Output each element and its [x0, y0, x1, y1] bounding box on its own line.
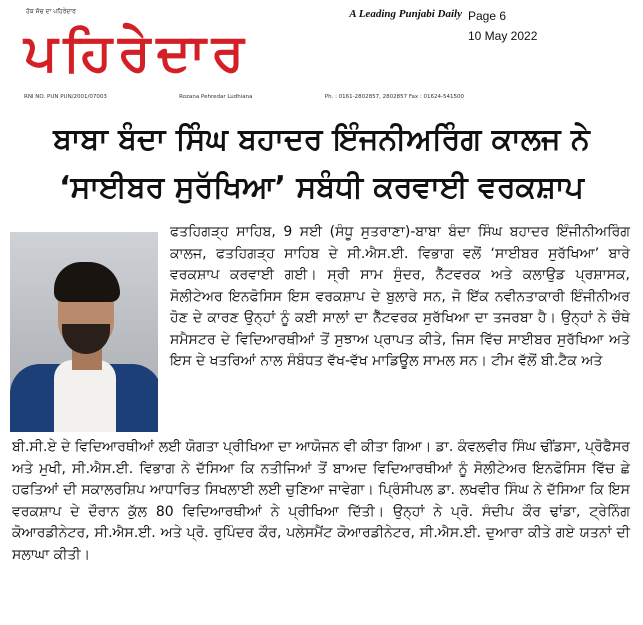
article-body-full: ਬੀ.ਸੀ.ਏ ਦੇ ਵਿਦਿਆਰਥੀਆਂ ਲਈ ਯੋਗਤਾ ਪ੍ਰੀਖਿਆ ਦਾ ਆਯੋਜਨ ਵੀ ਕੀਤਾ ਗਿਆ। ਡਾ. ਕੰਵਲਵੀਰ ਸਿੰਘ ਢੀਂਡਸਾ, ਪ੍ਰੋਫੈਸਰ ਅਤੇ ਮੁਖੀ, ਸੀ.ਐਸ.ਈ. ਵਿਭਾਗ ਨੇ ਦੱਸਿਆ ਕਿ ਨਤੀਜਿਆਂ ਤੋਂ ਬਾਅਦ ਵਿਦਿਆਰਥੀਆਂ ਨੂੰ ਸੋਲੀਟੇਅਰ ਇਨਫੋਸਿਸ ਵਿੱਚ ਛੇ ਹਫਤਿਆਂ ਦੀ ਸਕਾਲਰਸ਼ਿਪ ਆਧਾਰਿਤ ਸਿਖਲਾਈ ਲਈ ਚੁਣਿਆ ਜਾਵੇਗਾ। ਪ੍ਰਿੰਸੀਪਲ ਡਾ. ਲਖਵੀਰ ਸਿੰਘ ਨੇ ਦੱਸਿਆ ਕਿ ਇਸ ਵਰਕਸ਼ਾਪ ਦੇ ਦੌਰਾਨ ਕੁੱਲ 80 ਵਿਦਿਆਰਥੀਆਂ ਨੇ ਪ੍ਰੀਖਿਆ ਦਿੱਤੀ। ਉਨ੍ਹਾਂ ਨੇ ਪ੍ਰੋ. ਸੰਦੀਪ ਕੌਰ ਢਾਂਡਾ, ਟ੍ਰੇਨਿੰਗ ਕੋਆਰਡੀਨੇਟਰ, ਸੀ.ਐਸ.ਈ. ਅਤੇ ਪ੍ਰੋ. ਰੁਪਿੰਦਰ ਕੌਰ, ਪਲੇਸਮੈਂਟ ਕੋਆਰਡੀਨੇਟਰ, ਸੀ.ਐਸ.ਈ. ਦੁਆਰਾ ਕੀਤੇ ਗਏ ਯਤਨਾਂ ਦੀ ਸਲਾਘਾ ਕੀਤੀ। [12, 439, 630, 563]
masthead-info-line [24, 94, 464, 100]
newspaper-logo: ਪਹਿਰੇਦਾਰ [24, 23, 250, 83]
article-body-wrapped: ਫਤਹਿਗੜ੍ਹ ਸਾਹਿਬ, 9 ਸਈ (ਸੰਧੂ ਸੁਤਰਾਣਾ)-ਬਾਬਾ ਬੰਦਾ ਸਿੰਘ ਬਹਾਦਰ ਇੰਜੀਨੀਅਰਿੰਗ ਕਾਲਜ, ਫਤਹਿਗੜ੍ਹ ਸਾਹਿਬ ਦੇ ਸੀ.ਐਸ.ਈ. ਵਿਭਾਗ ਵਲੋਂ ‘ਸਾਈਬਰ ਸੁਰੱਖਿਆ’ ਬਾਰੇ ਵਰਕਸ਼ਾਪ ਕਰਵਾਈ ਗਈ। ਸ੍ਰੀ ਸਾਮ ਸੁੰਦਰ, ਨੈੱਟਵਰਕ ਅਤੇ ਕਲਾਉਡ ਪ੍ਰਸ਼ਾਸਕ, ਸੋਲੀਟੇਅਰ ਇਨਫੋਸਿਸ ਇਸ ਵਰਕਸ਼ਾਪ ਦੇ ਬੁਲਾਰੇ ਸਨ, ਜੋ ਇੱਕ ਨਵੀਨਤਾਕਾਰੀ ਇੰਜੀਨੀਅਰ ਹੋਣ ਦੇ ਕਾਰਣ ਉਨ੍ਹਾਂ ਨੂੰ ਕਈ ਸਾਲਾਂ ਦਾ ਨੈੱਟਵਰਕ ਸੁਰੱਖਿਆ ਦਾ ਤਜਰਬਾ ਹੈ। ਉਨ੍ਹਾਂ ਨੇ ਚੌਥੇ ਸਮੈਸਟਰ ਦੇ ਵਿਦਿਆਰਥੀਆਂ ਤੋਂ ਸੁਝਾਅ ਪ੍ਰਾਪਤ ਕੀਤੇ, ਜਿਸ ਵਿੱਚ ਸਾਈਬਰ ਸੁਰੱਖਿਆ ਅਤੇ ਇਸ ਦੇ ਖਤਰਿਆਂ ਨਾਲ ਸੰਬੰਧਤ ਵੱਖ-ਵੱਖ ਮਾਡਿਊਲ ਸਾਮਲ ਸਨ। ਟੀਮ ਵੱਲੋਂ ਬੀ.ਟੈਕ ਅਤੇ [170, 224, 630, 369]
masthead [24, 8, 464, 100]
photo-sweater [54, 360, 116, 432]
headline-line-1: ਬਾਬਾ ਬੰਦਾ ਸਿੰਘ ਬਹਾਦਰ ਇੰਜਨੀਅਰਿੰਗ ਕਾਲਜ ਨੇ [53, 122, 590, 157]
page-number: Page 6 [468, 9, 507, 23]
edition-name: Rozana Pehredar Ludhiana [179, 94, 253, 100]
headline-line-2: ‘ਸਾਈਬਰ ਸੁਰੱਖਿਆ’ ਸਬੰਧੀ ਕਰਵਾਈ ਵਰਕਸ਼ਾਪ [59, 170, 584, 205]
speaker-photo [10, 232, 158, 432]
contact-phone: Ph. : 0161-2802857, 2802857 Fax : 01624-541500 [324, 94, 464, 100]
page-date: 10 May 2022 [468, 29, 538, 43]
page-meta [468, 6, 537, 46]
masthead-tagline-english: A Leading Punjabi Daily [349, 8, 462, 20]
rni-number: RNI NO. PUN PUN/2001/07003 [24, 94, 107, 100]
article-headline [14, 116, 629, 212]
masthead-tagline-punjabi: ਹੱਕ ਸੱਚ ਦਾ ਪਹਿਰੇਦਾਰ [26, 8, 76, 15]
